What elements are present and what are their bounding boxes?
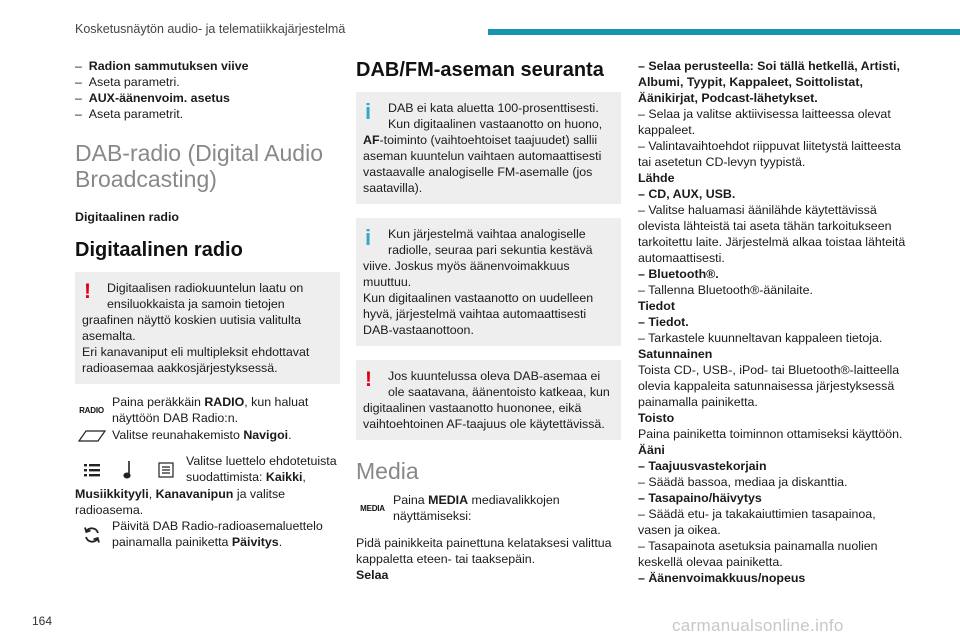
page-number: 164 (32, 614, 53, 628)
step-filter: Valitse luettelo ehdotetuista suodattimista: Kaikki, Musiikkityyli, Kanavanipun ja valitse radioasema. (75, 454, 337, 517)
paragraph-line: – Valitse haluamasi äänilähde käytettävissä (638, 203, 877, 217)
refresh-icon (75, 518, 108, 551)
paragraph-line: tai asetetun CD-levyn tyypistä. (638, 155, 806, 169)
list-item: – Aseta parametri. (75, 75, 180, 89)
subheading: Toisto (638, 411, 675, 425)
step-refresh: Päivitä DAB Radio-radioasemaluettelo painamalla painiketta Päivitys. (75, 518, 340, 551)
heading: Digitaalinen radio (75, 239, 243, 261)
paragraph-line: Albumi, Tyypit, Kappaleet, Soittolistat, (638, 75, 863, 89)
navigate-tab-icon (75, 427, 108, 445)
paragraph-line: keskellä olevaa painiketta. (638, 555, 783, 569)
list-item: – AUX-äänenvoim. asetus (75, 91, 230, 105)
paragraph-line: Äänikirjat, Podcast-lähetykset. (638, 91, 818, 105)
paragraph-line: – Tasapaino/häivytys (638, 491, 762, 505)
step-radio: RADIO Paina peräkkäin RADIO, kun haluat näyttöön DAB Radio:n. (75, 394, 340, 427)
list-item: – Radion sammutuksen viive (75, 59, 249, 73)
paragraph-line: vasen ja oikea. (638, 523, 721, 537)
paragraph-line: – Säädä bassoa, mediaa ja diskanttia. (638, 475, 848, 489)
section-title: DAB-radio (Digital Audio Broadcasting) (75, 140, 324, 192)
watermark: carmanualsonline.info (672, 616, 844, 635)
paragraph-line: olevista lähteistä tai aseta tähän tarkoitukseen (638, 219, 892, 233)
paragraph-line: – Tasapainota asetuksia painamalla nuolien (638, 539, 878, 553)
paragraph-line: – Valintavaihtoehdot riippuvat liitetystä laitteesta (638, 139, 901, 153)
list-item: – Aseta parametrit. (75, 107, 184, 121)
subheading: Satunnainen (638, 347, 713, 361)
info-icon: i (365, 225, 372, 250)
channel-bundle-icon (149, 453, 182, 486)
paragraph-line: – Tiedot. (638, 315, 689, 329)
media-button-icon: MEDIA (360, 503, 385, 513)
page-header: Kosketusnäytön audio- ja telematiikkajärjestelmä (75, 22, 346, 36)
paragraph-line: Pidä painikkeita painettuna kelataksesi valittua (356, 536, 612, 550)
paragraph-line: – Taajuusvastekorjain (638, 459, 767, 473)
column-left (75, 58, 340, 551)
warning-note: ! Jos kuuntelussa oleva DAB-asemaa ei ole saatavana, äänentoisto katkeaa, kun digitaalinen vastaanotto huononee, eikä vaihtoehtoinen AF-taajuus ole käytettävissä. (356, 360, 621, 440)
paragraph-line: – Tallenna Bluetooth®-äänilaite. (638, 283, 813, 297)
subheading: Lähde (638, 171, 675, 185)
paragraph-line: – Selaa ja valitse aktiivisessa laitteessa olevat (638, 107, 891, 121)
paragraph-line: – Tarkastele kuunneltavan kappaleen tietoja. (638, 331, 883, 345)
warning-note: ! Digitaalisen radiokuuntelun laatu on ensiluokkaista ja samoin tietojen graafinen näyttö koskien uutisia valitulta asemalta. Eri kanavaniput eli multipleksit ehdottavat radioasemaa aakkosjärjestyksessä. (75, 272, 340, 384)
music-genre-icon (112, 453, 145, 486)
warning-icon: ! (84, 280, 91, 303)
subheading: Digitaalinen radio (75, 210, 179, 224)
paragraph-line: kappaleet. (638, 123, 696, 137)
subheading: Ääni (638, 443, 665, 457)
header-accent-bar (488, 29, 960, 35)
info-note: i DAB ei kata aluetta 100-prosenttisesti. Kun digitaalinen vastaanotto on huono, AF-toiminto (vaihtoehtoiset taajuudet) sallii aseman kuuntelun vaihtaen automaattisesti vastaavalle analogiselle FM-asemalle (jos saatavilla). (356, 92, 621, 204)
step-navigate: Valitse reunahakemisto Navigoi. (75, 427, 340, 445)
step-media: MEDIA Paina MEDIA mediavalikkojen näyttämiseksi: (356, 492, 621, 525)
paragraph-line: Toista CD-, USB-, iPod- tai Bluetooth®-laitteella (638, 363, 900, 377)
heading: DAB/FM-aseman seuranta (356, 59, 604, 81)
paragraph-line: – Bluetooth®. (638, 267, 719, 281)
paragraph-line: – Säädä etu- ja takakaiuttimien tasapainoa, (638, 507, 876, 521)
paragraph-line: tarkoitettu laite. Järjestelmä alkaa toistaa lähteitä (638, 235, 906, 249)
info-icon: i (365, 99, 372, 124)
paragraph-line: automaattisesti. (638, 251, 725, 265)
paragraph-line: Paina painiketta toiminnon ottamiseksi käyttöön. (638, 427, 903, 441)
info-note: i Kun järjestelmä vaihtaa analogiselle radiolle, seuraa pari sekuntia kestävä viive. Joskus myös äänenvoimakkuus muuttuu. Kun digitaalinen vastaanotto on uudelleen hyvä, järjestelmä vaihtaa automaattisesti DAB-vastaanottoon. (356, 218, 621, 346)
paragraph-line: olevia kappaleita satunnaisessa järjestyksessä (638, 379, 895, 393)
list-icon (75, 453, 108, 486)
subheading: Selaa (356, 568, 389, 582)
paragraph-line: kappaletta eteen- tai taaksepäin. (356, 552, 536, 566)
radio-button-icon: RADIO (79, 405, 104, 415)
subheading: Tiedot (638, 299, 675, 313)
column-middle (356, 58, 621, 583)
warning-icon: ! (365, 368, 372, 391)
paragraph-line: painamalla painiketta. (638, 395, 758, 409)
paragraph-line: – CD, AUX, USB. (638, 187, 736, 201)
paragraph-line: – Selaa perusteella: Soi tällä hetkellä, Artisti, (638, 59, 900, 73)
column-right (638, 58, 928, 586)
section-title: Media (356, 458, 419, 484)
paragraph-line: – Äänenvoimakkuus/nopeus (638, 571, 806, 585)
